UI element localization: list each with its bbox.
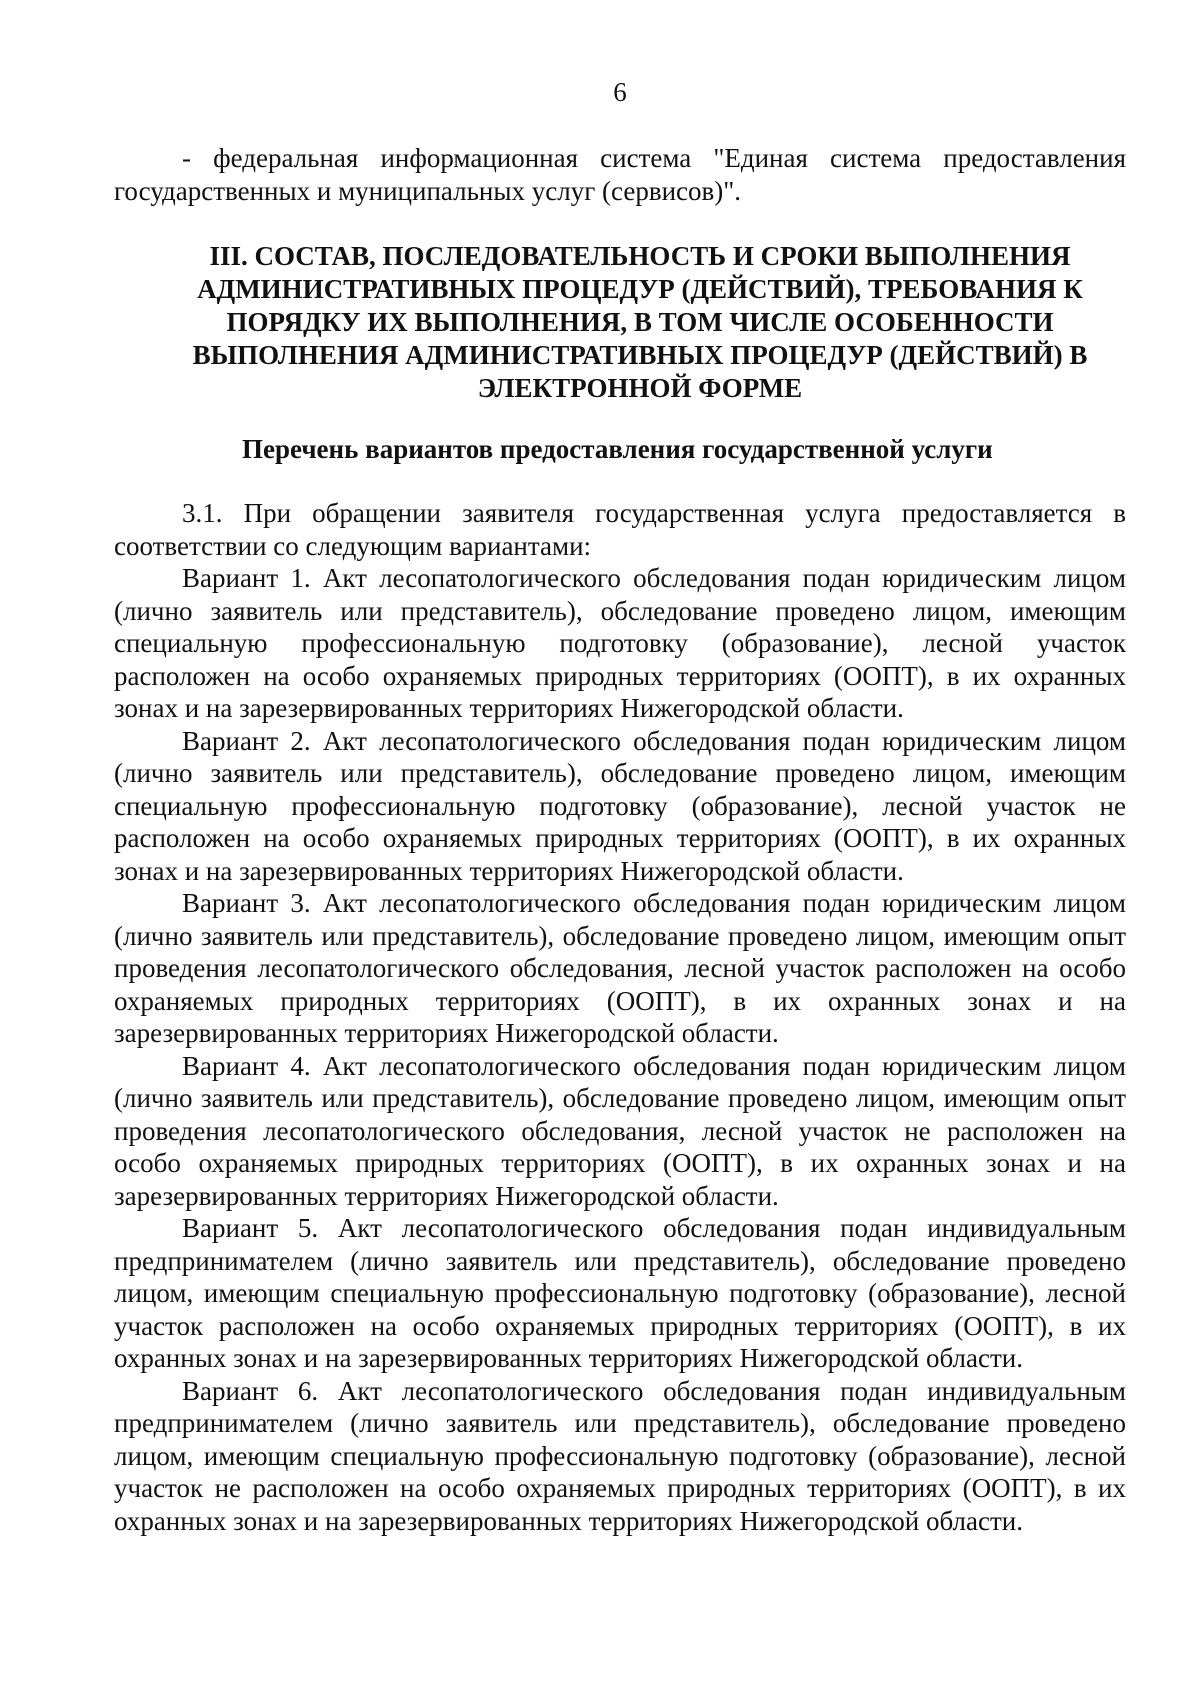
paragraph-variant-2: Вариант 2. Акт лесопатологического обследования подан юридическим лицом (лично заявитель или представитель), обследование проведено лицом, имеющим специальную профессиональную подготовку (образование), лесной участок не расположен на особо охраняемых природных территориях (ООПТ), в их охранных зонах и на зарезервированных территориях Нижегородской области. xyxy=(114,725,1126,886)
intro-paragraph: - федеральная информационная система "Единая система предоставления государственных и муниципальных услуг (сервисов)". xyxy=(114,143,1126,206)
paragraph-variant-5: Вариант 5. Акт лесопатологического обследования подан индивидуальным предпринимателем (лично заявитель или представитель), обследование проведено лицом, имеющим специальную профессиональную подготовку (образование), лесной участок расположен на особо охраняемых природных территориях (ООПТ), в их охранных зонах и на зарезервированных территориях Нижегородской области. xyxy=(114,1213,1126,1373)
paragraph-variant-6: Вариант 6. Акт лесопатологического обследования подан индивидуальным предпринимателем (лично заявитель или представитель), обследование проведено лицом, имеющим специальную профессиональную подготовку (образование), лесной участок не расположен на особо охраняемых природных территориях (ООПТ), в их охранных зонах и на зарезервированных территориях Нижегородской области. xyxy=(114,1375,1126,1536)
section-title: III. СОСТАВ, ПОСЛЕДОВАТЕЛЬНОСТЬ И СРОКИ ВЫПОЛНЕНИЯ АДМИНИСТРАТИВНЫХ ПРОЦЕДУР (ДЕЙСТВИЙ), ТРЕБОВАНИЯ К ПОРЯДКУ ИХ ВЫПОЛНЕНИЯ, В ТОМ ЧИСЛЕ ОСОБЕННОСТИ ВЫПОЛНЕНИЯ АДМИНИСТРАТИВНЫХ ПРОЦЕДУР (ДЕЙСТВИЙ) В ЭЛЕКТРОННОЙ ФОРМЕ xyxy=(192,241,1088,403)
subsection-title: Перечень вариантов предоставления государственной услуги xyxy=(242,434,993,464)
paragraph-variant-4: Вариант 4. Акт лесопатологического обследования подан юридическим лицом (лично заявитель или представитель), обследование проведено лицом, имеющим опыт проведения лесопатологического обследования, лесной участок не расположен на особо охраняемых природных территориях (ООПТ), в их охранных зонах и на зарезервированных территориях Нижегородской области. xyxy=(114,1050,1126,1211)
paragraph-variant-3: Вариант 3. Акт лесопатологического обследования подан юридическим лицом (лично заявитель или представитель), обследование проведено лицом, имеющим опыт проведения лесопатологического обследования, лесной участок расположен на особо охраняемых природных территориях (ООПТ), в их охранных зонах и на зарезервированных территориях Нижегородской области. xyxy=(114,888,1126,1048)
paragraph-variant-1: Вариант 1. Акт лесопатологического обследования подан юридическим лицом (лично заявитель или представитель), обследование проведено лицом, имеющим специальную профессиональную подготовку (образование), лесной участок расположен на особо охраняемых природных территориях (ООПТ), в их охранных зонах и на зарезервированных территориях Нижегородской области. xyxy=(114,563,1126,723)
body-text xyxy=(114,497,1126,1537)
paragraph-3-1: 3.1. При обращении заявителя государственная услуга предоставляется в соответствии со следующим вариантами: xyxy=(114,498,1126,561)
page-number: 6 xyxy=(613,77,627,107)
